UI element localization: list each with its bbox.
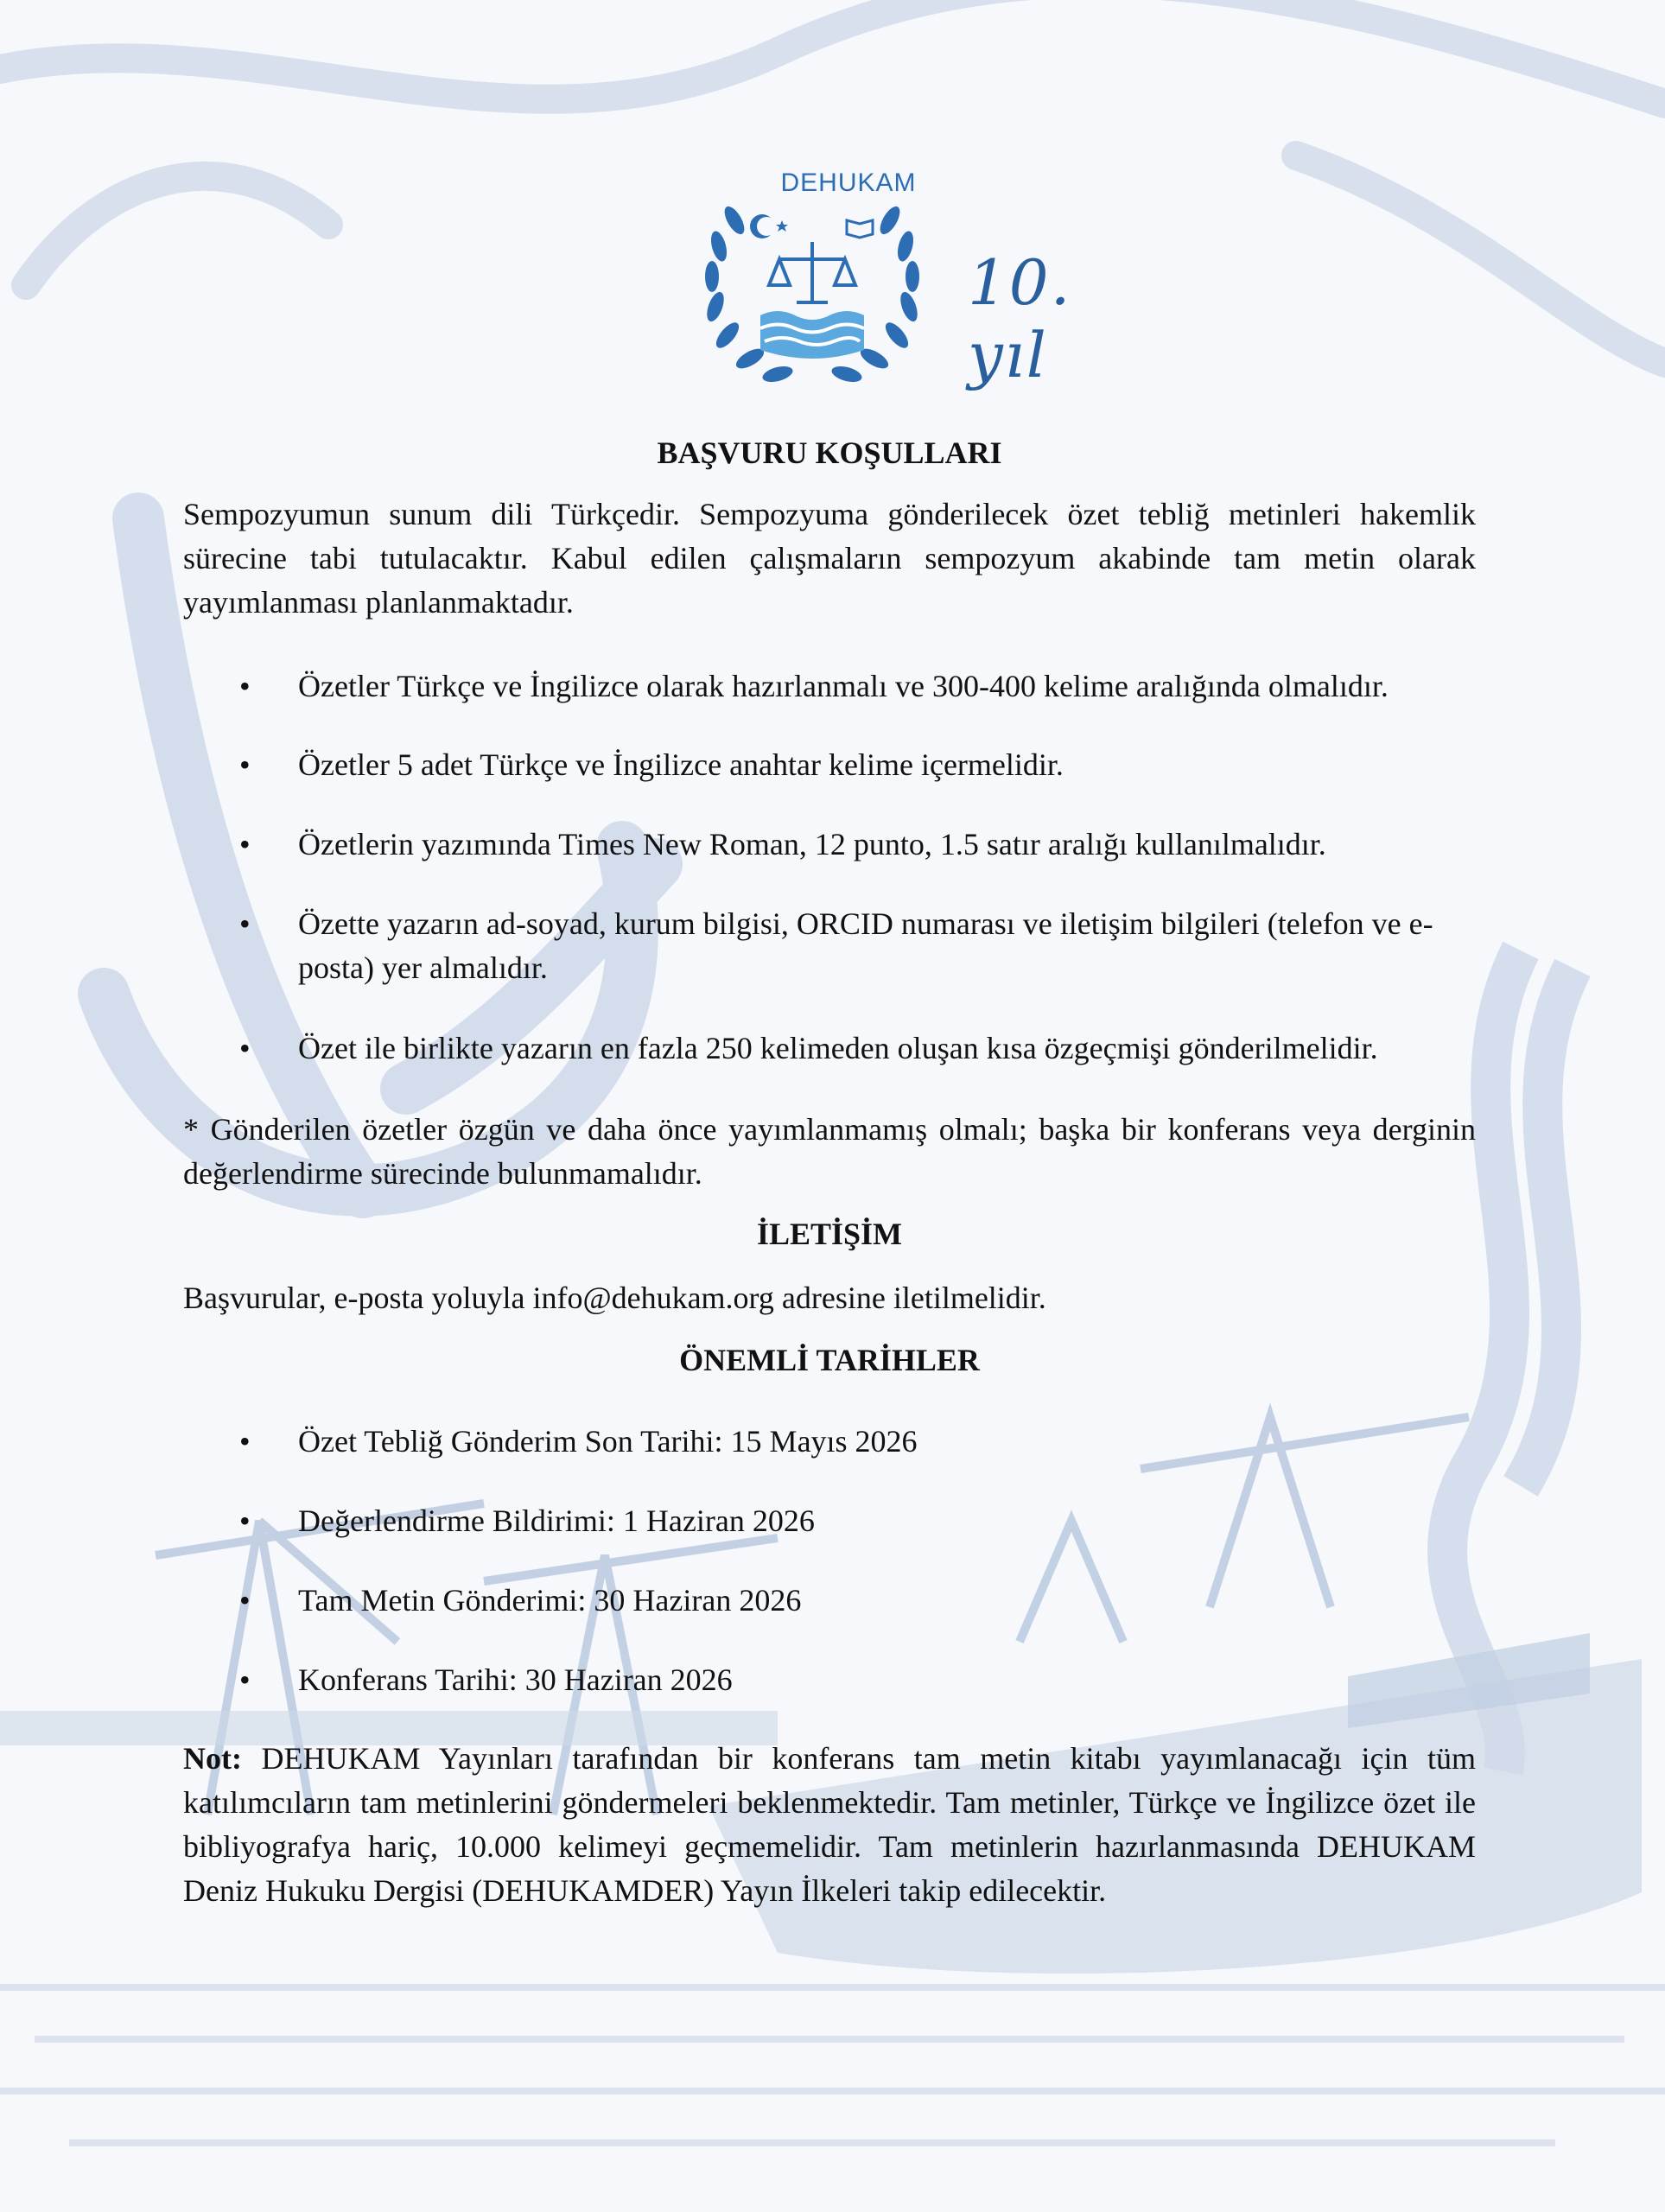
logo	[683, 160, 1149, 402]
list-item: • Değerlendirme Bildirimi: 1 Haziran 2026	[239, 1503, 815, 1538]
note-text: DEHUKAM Yayınları tarafından bir konferans tam metin kitabı yayımlanacağı için tüm katılımcıların tam metinlerini göndermeleri beklenmektedir. Tam metinler, Türkçe ve İngilizce özet ile bibliyografya hariç, 10.000 kelimeyi geçmemelidir. Tam metinlerin hazırlanmasında DEHUKAM Deniz Hukuku Dergisi (DEHUKAMDER) Yayın İlkeleri takip edilecektir.	[183, 1741, 1476, 1908]
note-paragraph	[183, 1737, 1476, 1913]
note-label: Not:	[183, 1741, 242, 1776]
list-item: • Konferans Tarihi: 30 Haziran 2026	[239, 1662, 733, 1697]
list-item: • Özetler 5 adet Türkçe ve İngilizce anahtar kelime içermelidir.	[239, 747, 1064, 782]
list-item: • Özetlerin yazımında Times New Roman, 12 punto, 1.5 satır aralığı kullanılmalıdır.	[239, 827, 1326, 861]
list-item: • Özet ile birlikte yazarın en fazla 250 kelimeden oluşan kısa özgeçmişi gönderilmelidir.	[239, 1031, 1378, 1065]
section-title-application: BAŞVURU KOŞULLARI	[657, 435, 1002, 470]
list-item: • Özette yazarın ad-soyad, kurum bilgisi, ORCID numarası ve iletişim bilgileri (telefon ve e-posta) yer almalıdır.	[239, 906, 1433, 985]
list-item: • Özetler Türkçe ve İngilizce olarak hazırlanmalı ve 300-400 kelime aralığında olmalıdır.	[239, 669, 1389, 703]
list-item: • Tam Metin Gönderimi: 30 Haziran 2026	[239, 1583, 802, 1618]
footnote-paragraph: * Gönderilen özetler özgün ve daha önce yayımlanmamış olmalı; başka bir konferans veya derginin değerlendirme sürecinde bulunmamalıdır.	[183, 1112, 1476, 1191]
intro-paragraph: Sempozyumun sunum dili Türkçedir. Sempozyuma gönderilecek özet tebliğ metinleri hakemlik sürecine tabi tutulacaktır. Kabul edilen çalışmaların sempozyum akabinde tam metin olarak yayımlanması planlanmaktadır.	[183, 497, 1476, 620]
logo-name: DEHUKAM	[780, 168, 917, 197]
section-title-dates: ÖNEMLİ TARİHLER	[679, 1343, 980, 1377]
section-title-contact: İLETİŞİM	[756, 1217, 903, 1251]
anniversary-label: 10. yıl	[968, 246, 1072, 391]
contact-paragraph: Başvurular, e-posta yoluyla info@dehukam.org adresine iletilmelidir.	[183, 1281, 1046, 1315]
list-item: • Özet Tebliğ Gönderim Son Tarihi: 15 Mayıs 2026	[239, 1424, 918, 1459]
